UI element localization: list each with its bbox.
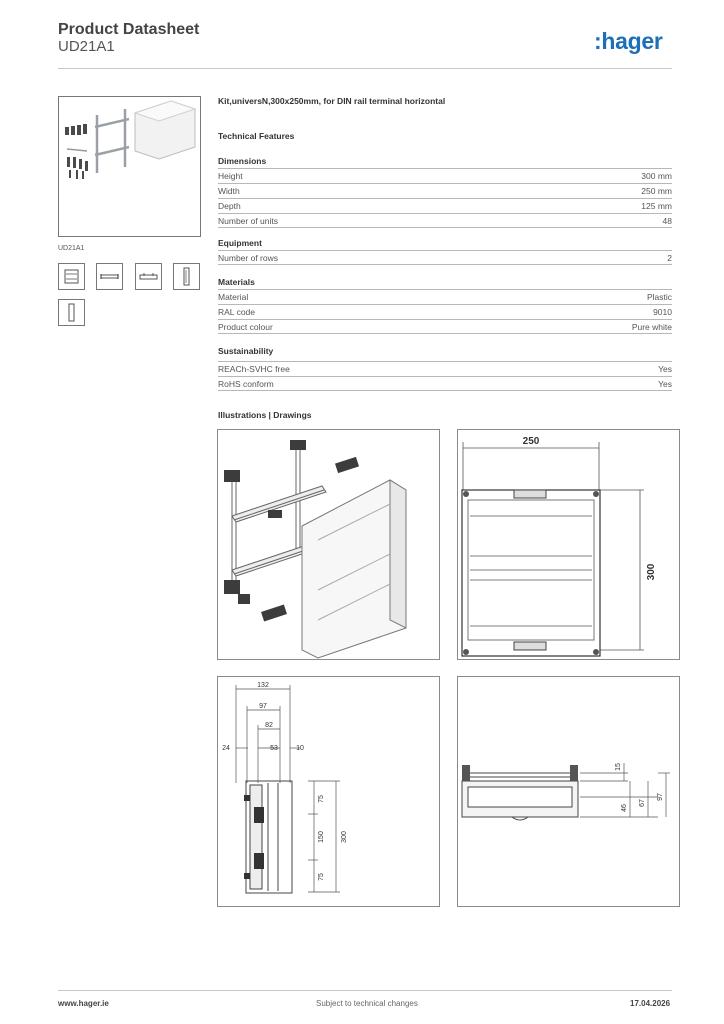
bracket-icon [136,264,161,289]
spec-label: RoHS conform [218,379,274,389]
spec-label: Material [218,292,249,302]
exploded-view-drawing [218,430,439,659]
product-code: UD21A1 [58,38,115,55]
hager-logo: :hager [594,28,663,54]
spec-row-depth [218,198,672,213]
illustrations-title: Illustrations | Drawings [218,410,312,420]
header-divider [58,68,672,69]
spec-row-product-colour [218,319,672,334]
spec-value: 9010 [653,307,672,317]
spec-label: Product colour [218,322,273,332]
technical-features-heading: Technical Features [218,131,295,141]
width-dimension-label: 250 [522,436,540,447]
dimension-97-depth: 97 [657,793,664,801]
front-view-icon [59,264,84,289]
front-view-drawing [458,430,679,659]
rail-icon [97,264,122,289]
thumbnail-front-view[interactable] [58,263,85,290]
spec-value: Yes [658,364,672,374]
spec-row-number-of-rows [218,250,672,265]
dimensions-title: Dimensions [218,156,267,166]
dimension-300: 300 [341,831,348,843]
spec-label: Depth [218,201,241,211]
spec-row-ral-code [218,304,672,319]
side-view-drawing [218,677,439,906]
spec-label: Height [218,171,243,181]
dimension-67: 67 [639,799,646,807]
top-view-panel[interactable] [457,676,680,907]
page-title: Product Datasheet [58,21,200,38]
exploded-view-panel[interactable] [217,429,440,660]
dimension-150: 150 [318,831,325,843]
dimension-10: 10 [296,745,304,752]
dimension-24: 24 [222,745,230,752]
spec-label: Number of rows [218,253,278,263]
dimension-46: 46 [621,804,628,812]
dimension-15: 15 [615,763,622,771]
sustainability-title: Sustainability [218,346,274,356]
dimension-97: 97 [259,703,267,710]
main-product-image[interactable] [58,96,201,237]
footer-divider [58,990,672,991]
spec-row-material [218,289,672,304]
footer-date: 17.04.2026 [630,999,671,1008]
spec-label: Width [218,186,240,196]
spec-row-width [218,183,672,198]
spec-label: RAL code [218,307,256,317]
equipment-title: Equipment [218,238,262,248]
spec-value: 300 mm [641,171,672,181]
spec-row-rohs [218,376,672,391]
thumbnail-rail-bracket[interactable] [135,263,162,290]
side-view-icon [174,264,199,289]
product-description: Kit,universN,300x250mm, for DIN rail terminal horizontal [218,96,446,106]
footer-website-link[interactable]: www.hager.ie [58,999,109,1008]
spec-row-units [218,213,672,228]
dimension-53: 53 [270,745,278,752]
footer-notice: Subject to technical changes [316,999,418,1008]
spec-row-reach [218,361,672,376]
spec-value: 48 [662,216,672,226]
side-view-panel[interactable] [217,676,440,907]
dimension-132: 132 [257,682,269,689]
dimension-82: 82 [265,722,273,729]
spec-value: 250 mm [641,186,672,196]
front-view-panel[interactable] [457,429,680,660]
spec-value: Plastic [646,292,672,302]
spec-value: 125 mm [641,201,672,211]
dimension-75-bottom: 75 [318,873,325,881]
cover-strip-icon [59,300,84,325]
height-dimension-label: 300 [646,563,657,581]
thumbnail-side-view[interactable] [173,263,200,290]
spec-row-height [218,168,672,183]
spec-value: Yes [658,379,672,389]
spec-label: Number of units [218,216,278,226]
image-caption: UD21A1 [58,245,85,252]
spec-value: 2 [667,253,672,263]
materials-title: Materials [218,277,255,287]
dimension-75-top: 75 [318,795,325,803]
thumbnail-cover-strip[interactable] [58,299,85,326]
spec-label: REACh-SVHC free [218,364,290,374]
thumbnail-rail[interactable] [96,263,123,290]
spec-value: Pure white [631,322,672,332]
product-kit-illustration [59,97,200,236]
top-view-drawing [458,677,679,906]
